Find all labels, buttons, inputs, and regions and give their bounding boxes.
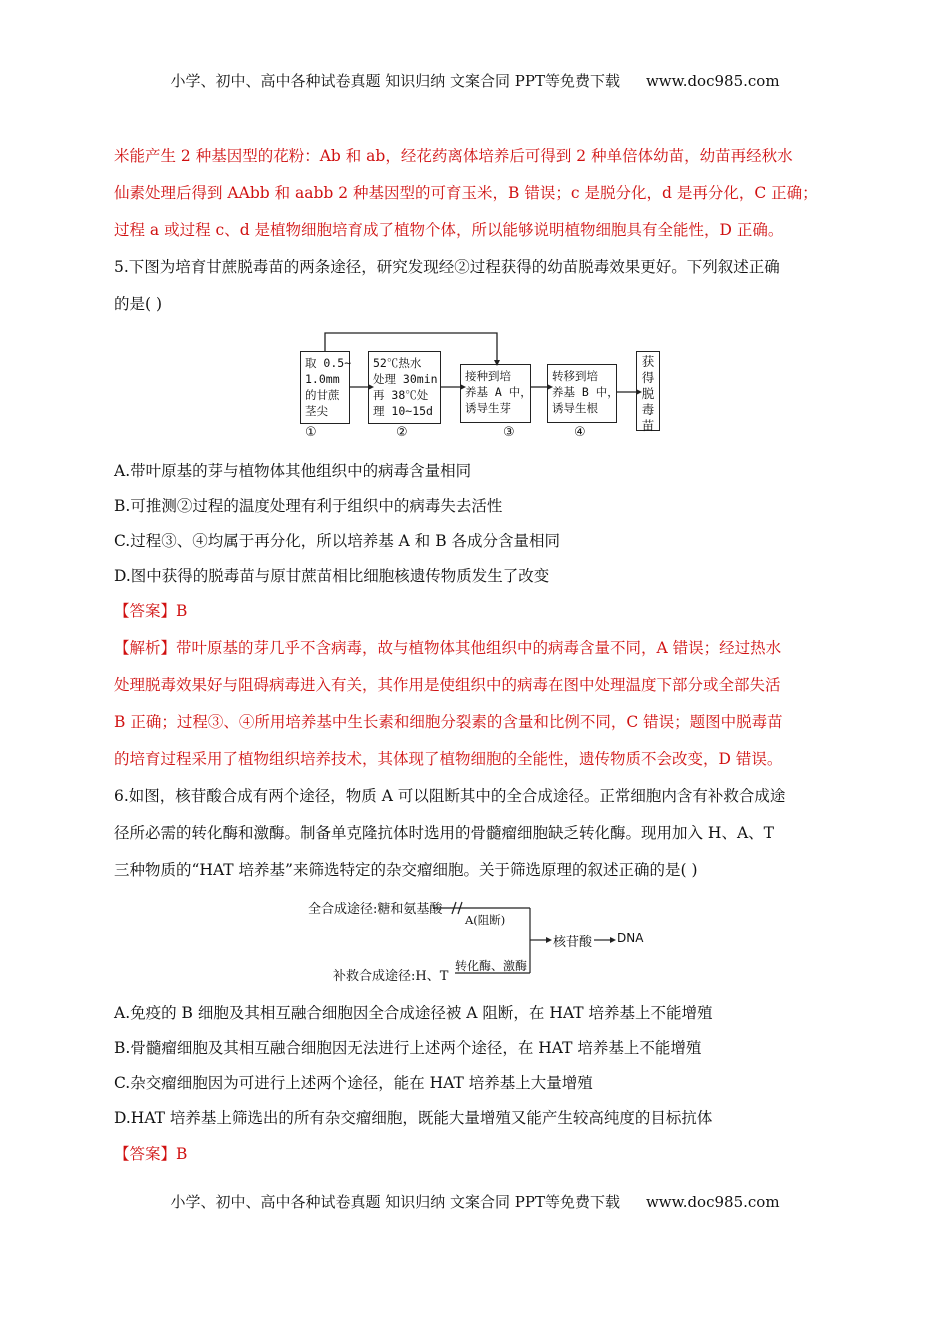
q6-option-b: B.骨髓瘤细胞及其相互融合细胞因无法进行上述两个途径，在 HAT 培养基上不能增殖: [114, 1039, 702, 1057]
step5-char: 苗: [641, 418, 655, 433]
step-label: ④: [574, 425, 586, 440]
footer-site: www.doc985.com: [645, 1193, 780, 1211]
step1-text: 的甘蔗: [305, 388, 340, 402]
q6-answer: 【答案】B: [114, 1145, 188, 1163]
step1-text: 取 0.5~: [305, 356, 352, 370]
step-label: ②: [396, 425, 408, 440]
prev-analysis-line: 米能产生 2 种基因型的花粉：Ab 和 ab，经花药离体培养后可得到 2 种单倍体幼苗，幼苗再经秋水: [114, 147, 793, 165]
q5-option-c: C.过程③、④均属于再分化，所以培养基 A 和 B 各成分含量相同: [114, 532, 561, 550]
q6-option-d: D.HAT 培养基上筛选出的所有杂交瘤细胞，既能大量增殖又能产生较高纯度的目标抗体: [114, 1109, 713, 1127]
analysis-label: 【解析】: [114, 639, 177, 657]
step1-text: 茎尖: [305, 404, 328, 418]
step4-box: [547, 364, 617, 423]
step-label: ③: [503, 425, 515, 440]
q6-option-c: C.杂交瘤细胞因为可进行上述两个途径，能在 HAT 培养基上大量增殖: [114, 1074, 593, 1092]
step4-text: 养基 B 中，: [552, 385, 619, 399]
step5-char: 获: [641, 354, 655, 369]
q5-option-d: D.图中获得的脱毒苗与原甘蔗苗相比细胞核遗传物质发生了改变: [114, 567, 550, 585]
q6-stem-line: 三种物质的“HAT 培养基”来筛选特定的杂交瘤细胞。关于筛选原理的叙述正确的是( ): [114, 861, 698, 879]
page-footer: [0, 1191, 950, 1212]
step2-text: 处理 30min: [373, 372, 438, 386]
footer-text: 小学、初中、高中各种试卷真题 知识归纳 文案合同 PPT等免费下载: [170, 1193, 620, 1211]
step5-char: 毒: [641, 402, 655, 417]
prev-analysis-line: 仙素处理后得到 AAbb 和 aabb 2 种基因型的可育玉米，B 错误；c 是脱分化，d 是再分化，C 正确；: [114, 184, 818, 202]
q5-analysis-line: 的培育过程采用了植物组织培养技术，其体现了植物细胞的全能性，遗传物质不会改变，D 错误。: [114, 750, 783, 768]
block-label: A(阻断): [465, 913, 506, 927]
q6-option-a: A.免疫的 B 细胞及其相互融合细胞因全合成途径被 A 阻断，在 HAT 培养基上不能增殖: [114, 1004, 713, 1022]
step3-text: 接种到培: [465, 369, 511, 383]
q5-option-a: A.带叶原基的芽与植物体其他组织中的病毒含量相同: [114, 462, 472, 480]
step1-box: [300, 351, 350, 424]
step5-char: 脱: [641, 386, 655, 401]
step2-text: 52℃热水: [373, 356, 422, 370]
step1-text: 1.0mm: [305, 372, 340, 386]
q5-analysis-line: [114, 638, 781, 658]
header-site: www.doc985.com: [645, 72, 780, 90]
q6-stem-line: 6.如图，核苷酸合成有两个途径，物质 A 可以阻断其中的全合成途径。正常细胞内含有补救合成途: [114, 787, 786, 805]
step3-text: 诱导生芽: [465, 401, 511, 415]
q5-stem-line: 的是( ): [114, 295, 163, 313]
q6-stem-line: 径所必需的转化酶和激酶。制备单克隆抗体时选用的骨髓瘤细胞缺乏转化酶。现用加入 H、A、T: [114, 824, 774, 842]
q5-answer: 【答案】B: [114, 602, 188, 620]
product-label: 核苷酸: [553, 935, 593, 950]
analysis-text: 带叶原基的芽几乎不含病毒，故与植物体其他组织中的病毒含量不同，A 错误；经过热水: [176, 639, 782, 657]
enzymes-label: 转化酶、激酶: [455, 959, 528, 973]
header-text: 小学、初中、高中各种试卷真题 知识归纳 文案合同 PPT等免费下载: [170, 72, 620, 90]
final-label: DNA: [617, 931, 644, 945]
step2-box: [368, 351, 441, 424]
full-path-label: 全合成途径:糖和氨基酸: [308, 902, 443, 917]
step2-text: 理 10~15d: [373, 404, 433, 418]
step5-char: 得: [641, 370, 655, 385]
salvage-path-label: 补救合成途径:H、T: [333, 969, 449, 984]
q5-analysis-line: B 正确；过程③、④所用培养基中生长素和细胞分裂素的含量和比例不同，C 错误；题图中脱毒苗: [114, 713, 783, 731]
step-label: ①: [305, 425, 317, 440]
step3-text: 养基 A 中，: [465, 385, 532, 399]
q5-analysis-line: 处理脱毒效果好与阻碍病毒进入有关，其作用是使组织中的病毒在图中处理温度下部分或全部失活: [114, 676, 781, 694]
q5-option-b: B.可推测②过程的温度处理有利于组织中的病毒失去活性: [114, 497, 503, 515]
prev-analysis-line: 过程 a 或过程 c、d 是植物细胞培育成了植物个体，所以能够说明植物细胞具有全能性，D 正确。: [114, 221, 784, 239]
q5-stem-line: 5.下图为培育甘蔗脱毒苗的两条途径，研究发现经②过程获得的幼苗脱毒效果更好。下列叙述正确: [114, 258, 780, 276]
step4-text: 转移到培: [552, 369, 598, 383]
step5-box: [636, 351, 660, 431]
step2-text: 再 38℃处: [373, 388, 429, 402]
step4-text: 诱导生根: [552, 401, 598, 415]
step3-box: [460, 364, 531, 423]
